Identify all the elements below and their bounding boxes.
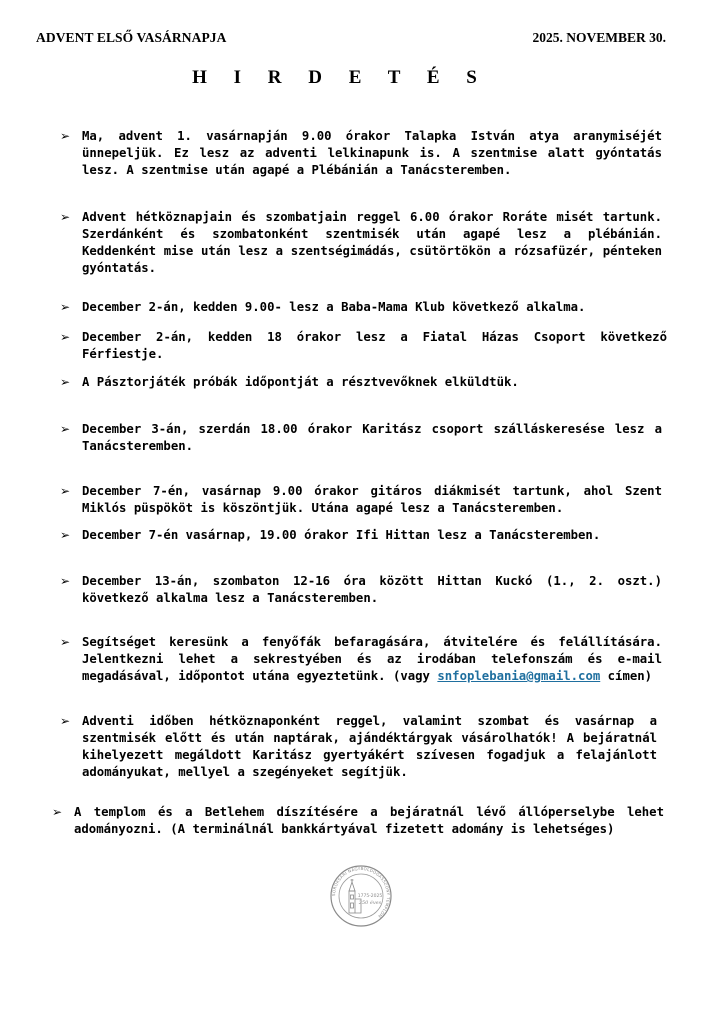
announcement-item xyxy=(60,329,667,363)
page-title: H I R D E T É S xyxy=(192,67,488,88)
announcement-text: December 7-én, vasárnap 9.00 órakor gitáros diákmisét tartunk, ahol Szent Miklós püspököt is köszöntjük. Utána agapé lesz a Tanácsteremben. xyxy=(82,484,662,515)
arrow-bullet-icon: ➢ xyxy=(60,375,71,389)
arrow-bullet-icon: ➢ xyxy=(52,805,63,819)
arrow-bullet-icon: ➢ xyxy=(60,574,71,588)
seal-years: 1775-2025 xyxy=(357,894,383,899)
announcement-item xyxy=(60,374,662,391)
announcement-item xyxy=(60,483,662,517)
arrow-bullet-icon: ➢ xyxy=(60,484,71,498)
announcement-text: Ma, advent 1. vasárnapján 9.00 órakor Talapka István atya aranymiséjét ünnepeljük. Ez lesz az adventi lelkinapunk is. A szentmise alatt gyóntatás lesz. A szentmise után agapé a Plébánián a Tanácsteremben. xyxy=(82,129,662,177)
announcement-item xyxy=(60,421,662,455)
announcement-text-part: Segítséget keresünk a fenyőfák befaragására, átvitelére és felállítására. Jelentkezni lehet a sekrestyében és az irodában telefonszám és e-mail megadásával, időpontot utána egyeztetünk. (vagy xyxy=(82,635,662,683)
header-title: ADVENT ELSŐ VASÁRNAPJA xyxy=(36,30,227,45)
church-seal-logo xyxy=(330,865,392,927)
announcement-item xyxy=(60,299,662,316)
announcement-item xyxy=(60,128,662,179)
arrow-bullet-icon: ➢ xyxy=(60,422,71,436)
email-link[interactable]: snfoplebania@gmail.com xyxy=(437,669,601,683)
seal-anniversary: 250 éves xyxy=(358,900,382,906)
announcement-item xyxy=(60,573,662,607)
announcement-item xyxy=(60,713,657,781)
announcement-text: A templom és a Betlehem díszítésére a bejáratnál lévő állóperselybe lehet adományozni. (A terminálnál bankkártyával fizetett adomány is lehetséges) xyxy=(74,805,664,836)
arrow-bullet-icon: ➢ xyxy=(60,635,71,649)
announcement-text: December 3-án, szerdán 18.00 órakor Karitász csoport szálláskeresése lesz a Tanácsteremben. xyxy=(82,422,662,453)
announcement-text: Adventi időben hétköznaponként reggel, valamint szombat és vasárnap a szentmisék előtt és után naptárak, ajándéktárgyak vásárolhatók! A bejáratnál kihelyezett megáldott Karitász gyertyákért szívesen fogadjuk a felajánlott adományukat, mellyel a szegényeket segítjük. xyxy=(82,714,657,779)
seal-ring-text: SOROKSÁRI NAGYBOLDOGASSZONY TEMPLOM xyxy=(330,865,392,919)
announcement-item xyxy=(60,527,662,544)
arrow-bullet-icon: ➢ xyxy=(60,528,71,542)
announcement-text: Advent hétköznapjain és szombatjain reggel 6.00 órakor Roráte misét tartunk. Szerdánként és szombatonként szentmisék után agapé lesz a plébánián. Keddenként mise után lesz a szentségimádás, csütörtökön a rózsafüzér, pénteken gyóntatás. xyxy=(82,210,662,275)
announcement-text: December 13-án, szombaton 12-16 óra között Hittan Kuckó (1., 2. oszt.) következő alkalma lesz a Tanácsteremben. xyxy=(82,574,662,605)
announcement-text: A Pásztorjáték próbák időpontját a résztvevőknek elküldtük. xyxy=(82,375,519,389)
arrow-bullet-icon: ➢ xyxy=(60,210,71,224)
header-date: 2025. NOVEMBER 30. xyxy=(532,30,666,45)
announcement-text: December 2-án, kedden 9.00- lesz a Baba-Mama Klub következő alkalma. xyxy=(82,300,586,314)
announcement-item xyxy=(52,804,664,838)
arrow-bullet-icon: ➢ xyxy=(60,300,71,314)
arrow-bullet-icon: ➢ xyxy=(60,129,71,143)
announcement-item xyxy=(60,634,662,685)
arrow-bullet-icon: ➢ xyxy=(60,714,71,728)
announcement-text: December 7-én vasárnap, 19.00 órakor Ifi Hittan lesz a Tanácsteremben. xyxy=(82,528,601,542)
announcement-text: December 2-án, kedden 18 órakor lesz a Fiatal Házas Csoport következő Férfiestje. xyxy=(82,330,667,361)
announcement-text xyxy=(82,634,662,685)
announcement-item xyxy=(60,209,662,277)
arrow-bullet-icon: ➢ xyxy=(60,330,71,344)
announcement-text-part: címen) xyxy=(600,669,653,683)
